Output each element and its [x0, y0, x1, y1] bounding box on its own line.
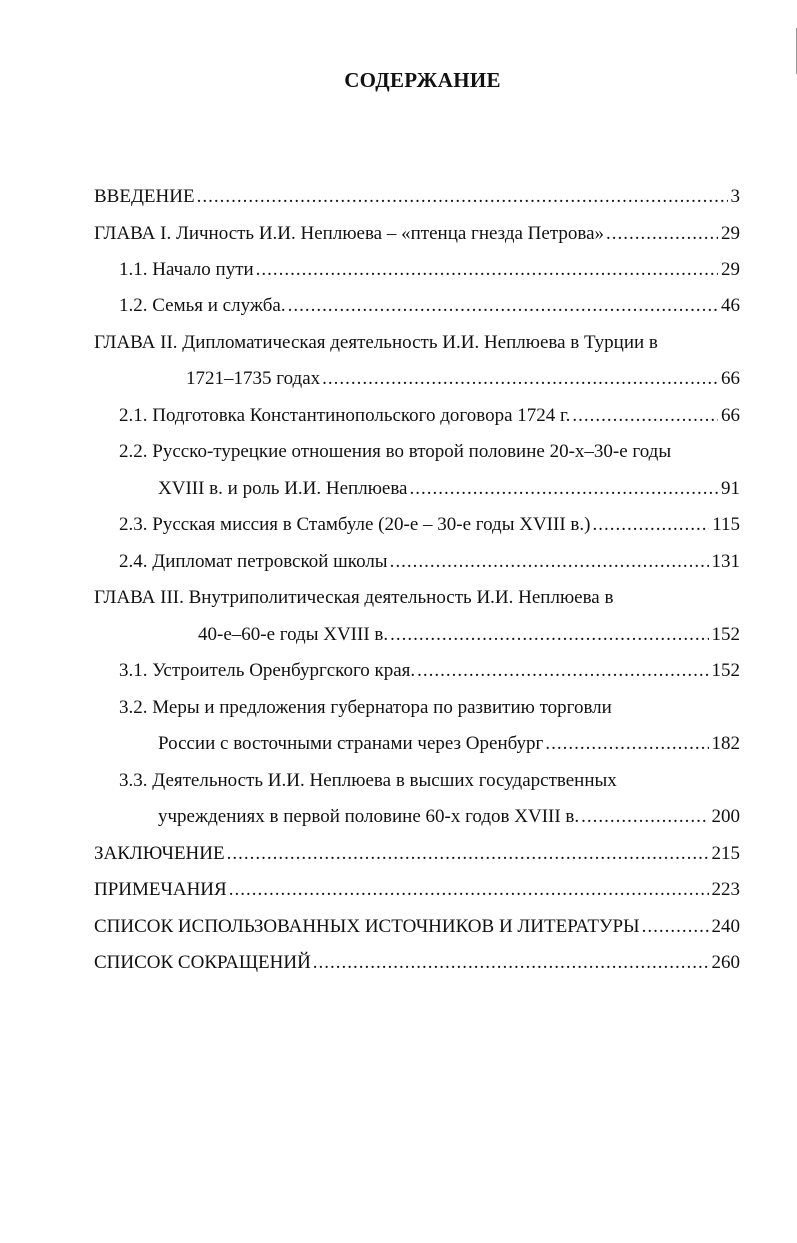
toc-entry-chapter-1[interactable] — [94, 221, 740, 247]
toc-entry-chapter-2[interactable] — [94, 330, 740, 356]
toc-entry-page: 29 — [721, 259, 740, 280]
toc-entry-page: 29 — [721, 223, 740, 244]
toc-entry-section-3-1[interactable] — [119, 658, 740, 684]
toc-entry-text: 2.4. Дипломат петровской школы — [119, 551, 388, 572]
page-title: СОДЕРЖАНИЕ — [344, 68, 501, 92]
toc-entry-section-3-3[interactable] — [119, 768, 740, 794]
toc-entry-text: России с восточными странами через Оренбург — [158, 733, 544, 754]
dot-leader — [410, 476, 719, 502]
toc-entry-text: ЗАКЛЮЧЕНИЕ — [94, 843, 225, 864]
dot-leader — [606, 221, 718, 247]
toc-entry-text: 1.1. Начало пути — [119, 259, 254, 280]
toc-entry-notes[interactable] — [94, 877, 740, 903]
toc-entry-page: 115 — [712, 514, 740, 535]
dot-leader — [545, 731, 708, 757]
toc-entry-page: 200 — [711, 806, 740, 827]
toc-entry-page: 3 — [730, 186, 740, 207]
toc-entry-section-2-1[interactable] — [119, 403, 740, 429]
toc-entry-text: 1721–1735 годах — [186, 368, 321, 389]
toc-entry-text: 2.1. Подготовка Константинопольского договора 1724 г. — [119, 405, 571, 426]
toc-entry-page: 66 — [721, 368, 740, 389]
toc-entry-page: 46 — [721, 295, 740, 316]
toc-entry-introduction[interactable] — [94, 184, 740, 210]
toc-entry-text: 3.1. Устроитель Оренбургского края. — [119, 660, 416, 681]
dot-leader — [581, 804, 708, 830]
toc-entry-page: 223 — [711, 879, 740, 900]
dot-leader — [572, 403, 718, 429]
dot-leader — [288, 293, 718, 319]
toc-entry-text: учреждениях в первой половине 60-х годов XVIII в. — [158, 806, 580, 827]
toc-entry-page: 152 — [711, 660, 740, 681]
toc-entry-text: 3.3. Деятельность И.И. Неплюева в высших государственных — [119, 770, 617, 791]
toc-entry-chapter-3-continued[interactable] — [198, 622, 740, 648]
toc-entry-section-2-2[interactable] — [119, 439, 740, 465]
dot-leader — [256, 257, 718, 283]
dot-leader — [229, 877, 709, 903]
toc-entry-text: ПРИМЕЧАНИЯ — [94, 879, 227, 900]
dot-leader — [227, 841, 709, 867]
toc-entry-chapter-2-continued[interactable] — [186, 366, 740, 392]
toc-entry-chapter-3[interactable] — [94, 585, 740, 611]
toc-entry-page: 260 — [711, 952, 740, 973]
toc-entry-text: 2.2. Русско-турецкие отношения во второй половине 20-х–30-е годы — [119, 441, 672, 462]
toc-entry-section-3-2-continued[interactable] — [158, 731, 740, 757]
toc-entry-page: 131 — [711, 551, 740, 572]
toc-entry-page: 152 — [711, 624, 740, 645]
toc-entry-section-3-2[interactable] — [119, 695, 740, 721]
toc-entry-text: XVIII в. и роль И.И. Неплюева — [158, 478, 408, 499]
dot-leader — [592, 512, 709, 538]
toc-entry-conclusion[interactable] — [94, 841, 740, 867]
toc-entry-text: 2.3. Русская миссия в Стамбуле (20-е – 30-е годы XVIII в.) — [119, 514, 591, 535]
dot-leader — [642, 914, 709, 940]
toc-entry-page: 182 — [711, 733, 740, 754]
toc-entry-text: 3.2. Меры и предложения губернатора по развитию торговли — [119, 697, 612, 718]
dot-leader — [390, 622, 708, 648]
toc-entry-section-2-2-continued[interactable] — [158, 476, 740, 502]
toc-entry-section-1-1[interactable] — [119, 257, 740, 283]
dot-leader — [197, 184, 728, 210]
toc-entry-abbreviations[interactable] — [94, 950, 740, 976]
toc-entry-text: СПИСОК СОКРАЩЕНИЙ — [94, 952, 311, 973]
toc-entry-page: 91 — [721, 478, 740, 499]
toc-entry-bibliography[interactable] — [94, 914, 740, 940]
toc-entry-text: ГЛАВА I. Личность И.И. Неплюева – «птенца гнезда Петрова» — [94, 223, 605, 244]
toc-entry-text: 40-е–60-е годы XVIII в. — [198, 624, 389, 645]
toc-entry-section-2-4[interactable] — [119, 549, 740, 575]
toc-entry-section-3-3-continued[interactable] — [158, 804, 740, 830]
dot-leader — [417, 658, 708, 684]
toc-entry-section-2-3[interactable] — [119, 512, 740, 538]
dot-leader — [322, 366, 718, 392]
toc-entry-text: ВВЕДЕНИЕ — [94, 186, 195, 207]
toc-entry-text: 1.2. Семья и служба. — [119, 295, 286, 316]
toc-entry-section-1-2[interactable] — [119, 293, 740, 319]
toc-entry-text: ГЛАВА III. Внутриполитическая деятельность И.И. Неплюева в — [94, 587, 614, 608]
toc-entry-page: 215 — [711, 843, 740, 864]
toc-entry-page: 66 — [721, 405, 740, 426]
toc-entry-text: СПИСОК ИСПОЛЬЗОВАННЫХ ИСТОЧНИКОВ И ЛИТЕРАТУРЫ — [94, 916, 640, 937]
dot-leader — [390, 549, 709, 575]
toc-entry-page: 240 — [711, 916, 740, 937]
toc-entry-text: ГЛАВА II. Дипломатическая деятельность И.И. Неплюева в Турции в — [94, 332, 658, 353]
dot-leader — [313, 950, 709, 976]
